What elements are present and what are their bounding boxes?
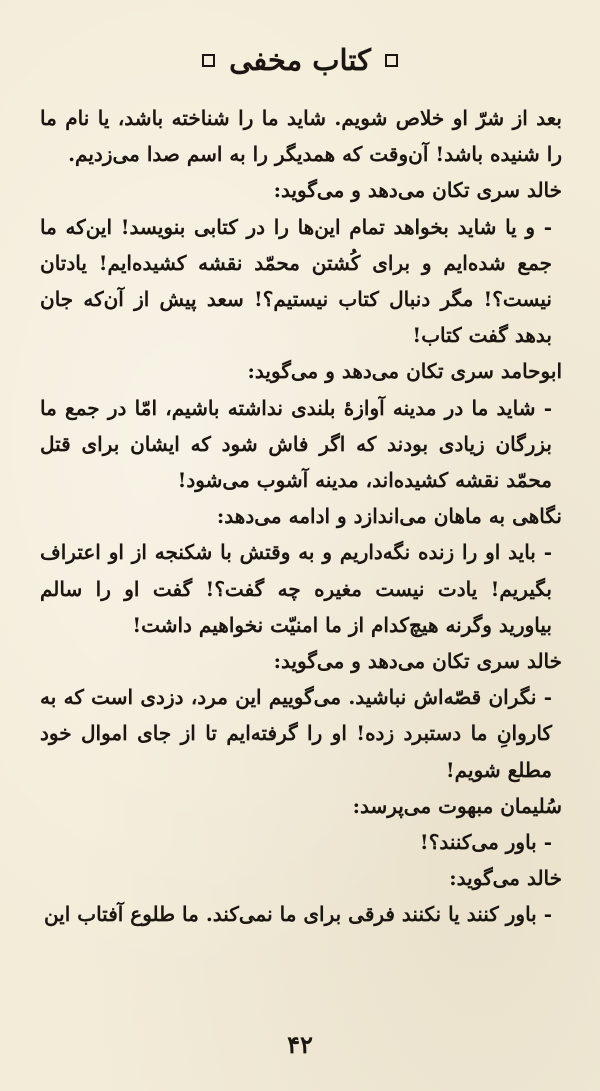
dialogue-paragraph: - باید او را زنده نگه‌داریم و به وقتش با شکنجه از او اعتراف بگیریم! یادت نیست مغیره چه گفت؟! گفت او را سالم بیاورید وگرنه هیچ‌کدام از ما امنیّت نخواهیم داشت! bbox=[40, 540, 552, 637]
speaker-line: خالد سری تکان می‌دهد و می‌گوید: bbox=[273, 649, 562, 674]
page-number: ۴۲ bbox=[287, 1030, 313, 1059]
book-title: کتاب مخفی bbox=[229, 43, 371, 77]
dialogue-paragraph: - نگران قصّه‌اش نباشید. می‌گوییم این مرد، دزدی است که به کاروانِ ما دستبرد زده! او را گرفته‌ایم تا از جای اموال خود مطلع شویم! bbox=[40, 685, 552, 782]
speaker-line: ابوحامد سری تکان می‌دهد و می‌گوید: bbox=[247, 359, 562, 384]
speaker-line: نگاهی به ماهان می‌اندازد و ادامه می‌دهد: bbox=[216, 504, 562, 529]
header-box-ornament-left bbox=[202, 54, 215, 67]
dialogue-paragraph: - و یا شاید بخواهد تمام این‌ها را در کتابی بنویسد! این‌که ما جمع شده‌ایم و برای کُشتن محمّد نقشه کشیده‌ایم! یادتان نیست؟! مگر دنبال کتاب نیستیم؟! سعد پیش از آن‌که جان بدهد گفت کتاب! bbox=[40, 214, 552, 348]
speaker-line: سُلیمان مبهوت می‌پرسد: bbox=[352, 793, 562, 818]
dialogue-paragraph: - باور کنند یا نکنند فرقی برای ما نمی‌کند. ما طلوع آفتاب این bbox=[43, 902, 552, 927]
paragraph-narration: بعد از شرّ او خلاص شویم. شاید ما را شناخته باشد، یا نام ما را شنیده باشد! آن‌وقت که همدیگر را به اسم صدا می‌زدیم. bbox=[40, 106, 562, 167]
dialogue-paragraph: - باور می‌کنند؟! bbox=[419, 830, 552, 855]
body-text bbox=[40, 100, 562, 933]
running-header bbox=[0, 40, 600, 80]
speaker-line: خالد می‌گوید: bbox=[449, 866, 562, 891]
header-box-ornament-right bbox=[385, 54, 398, 67]
speaker-line: خالد سری تکان می‌دهد و می‌گوید: bbox=[273, 178, 562, 203]
dialogue-paragraph: - شاید ما در مدینه آوازهٔ بلندی نداشته باشیم، امّا در جمع ما بزرگان زیادی بودند که اگر فاش شود که ایشان برای قتل محمّد نقشه کشیده‌اند، مدینه آشوب می‌شود! bbox=[40, 395, 553, 493]
